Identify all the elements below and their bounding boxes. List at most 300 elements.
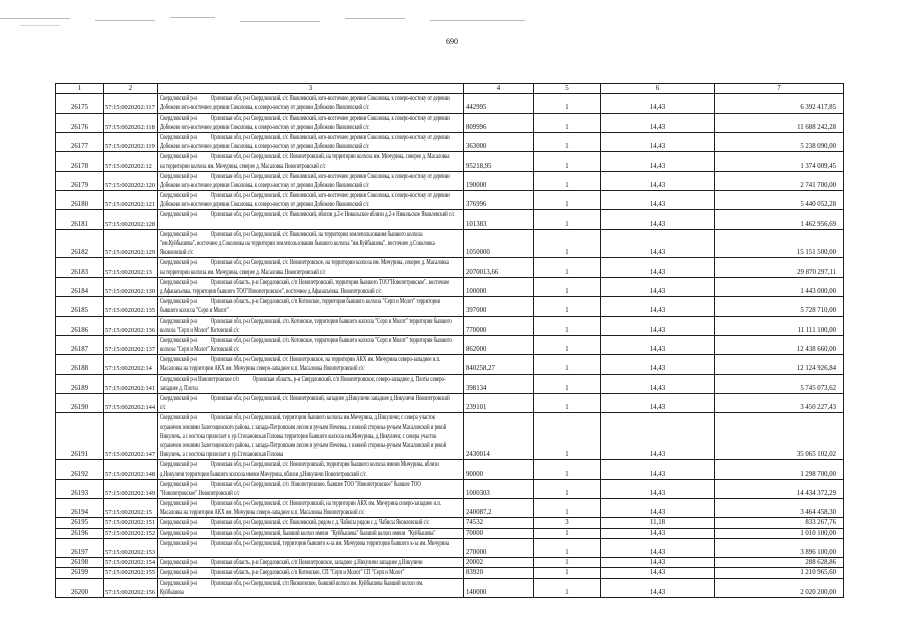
description-line xyxy=(160,345,463,354)
description-text: Масаловка на территории АКХ им. Мичурина северо-западнее н.п. Масаловка Новопетровский с/с xyxy=(160,364,365,373)
cadastral-number-cell: 57:15:0020202:156 xyxy=(104,578,158,597)
table-row xyxy=(56,568,844,578)
description-text: бывшего колхоза "Серп и Молот" xyxy=(160,306,229,315)
rate-cell: 14,43 xyxy=(601,578,715,597)
description-line xyxy=(160,403,463,412)
description-text: Куйбышева xyxy=(160,587,184,596)
description-line xyxy=(160,210,463,219)
rate-cell: 14,43 xyxy=(601,94,715,113)
description-line xyxy=(160,162,463,171)
cadastral-number-cell: 57:15:0020202:141 xyxy=(104,374,158,393)
cadastral-value-cell: 12 124 926,84 xyxy=(715,355,844,374)
table-row xyxy=(56,558,844,568)
rate-cell: 14,43 xyxy=(601,210,715,229)
district-label: Свердловский р-н xyxy=(160,210,197,219)
group-cell: 1 xyxy=(534,113,601,132)
rate-cell: 14,43 xyxy=(601,568,715,578)
cadastral-value-cell: 15 151 500,00 xyxy=(715,229,844,258)
row-number-cell: 26179 xyxy=(56,171,104,190)
district-label: Свердловский р-н xyxy=(160,171,197,180)
area-cell: 90000 xyxy=(464,460,534,479)
location-description-cell xyxy=(158,277,464,296)
row-number-cell: 26175 xyxy=(56,94,104,113)
group-cell: 1 xyxy=(534,355,601,374)
description-text: "им.Куйбышева", восточнее д.Соколовка на территории землепользования бывшего колхоза "им.Куйбышева", восточнее д.Соколовка xyxy=(160,239,435,248)
description-text: Орловская обл, р-н Свердловский, с/с Яковлевский, юго-восточнее деревни Соколовка, к северо-востоку от деревни xyxy=(210,94,450,103)
description-line xyxy=(160,152,463,161)
description-line xyxy=(160,239,463,248)
location-description-cell xyxy=(158,538,464,557)
description-line xyxy=(160,489,463,498)
location-description-cell xyxy=(158,316,464,335)
description-line xyxy=(160,306,463,315)
cadastral-value-cell: 1 298 700,00 xyxy=(715,460,844,479)
description-line xyxy=(160,230,463,239)
blank-line xyxy=(160,220,463,229)
rate-cell: 14,43 xyxy=(601,394,715,413)
description-line xyxy=(160,588,463,597)
table-row xyxy=(56,374,844,393)
cadastral-number-cell: 57:15:0020202:13 xyxy=(104,258,158,277)
cadastral-value-cell: 1 210 965,60 xyxy=(715,568,844,578)
district-label: Свердловский р-н xyxy=(160,94,197,103)
cadastral-number-cell: 57:15:0020202:147 xyxy=(104,413,158,460)
description-text: Орловская обл, р-н Свердловский, с/п. Котовское, территория бывшего колхоза "Серп и Молот" территория бывшего xyxy=(210,335,452,344)
cadastral-number-cell: 57:15:0020202:137 xyxy=(104,335,158,354)
description-text: Орловская обл, р-н Свердловский, бывший колхоз имени "Куйбышева" бывший колхоз имени "Куйбышева" xyxy=(210,528,436,537)
rate-cell: 14,43 xyxy=(601,479,715,498)
rate-cell: 14,43 xyxy=(601,374,715,393)
cadastral-number-cell: 57:15:0020202:129 xyxy=(104,229,158,258)
row-number-cell: 26184 xyxy=(56,277,104,296)
description-text: Орловская обл, р-н Свердловский, с/с Яковлевский, вблизи д.2-е Никольское вблизи д.2-е Никольское Яковлевский с/с xyxy=(210,210,455,219)
description-line xyxy=(160,460,463,469)
area-cell: 240087,2 xyxy=(464,499,534,518)
rate-cell: 14,43 xyxy=(601,413,715,460)
row-number-cell: 26192 xyxy=(56,460,104,479)
cadastral-value-cell: 3 464 458,30 xyxy=(715,499,844,518)
description-line xyxy=(160,470,463,479)
cadastral-value-cell: 5 728 710,00 xyxy=(715,297,844,316)
rate-cell: 14,43 xyxy=(601,538,715,557)
area-cell: 239101 xyxy=(464,394,534,413)
cadastral-number-cell: 57:15:0020202:130 xyxy=(104,277,158,296)
cadastral-value-cell: 5 238 090,00 xyxy=(715,132,844,151)
district-label: Свердловский р-н xyxy=(160,132,197,141)
row-number-cell: 26180 xyxy=(56,191,104,210)
table-row xyxy=(56,578,844,597)
cadastral-value-cell: 833 267,76 xyxy=(715,518,844,528)
description-line xyxy=(160,181,463,190)
district-label: Свердловский р-н xyxy=(160,258,197,267)
description-text: Орловская обл, р-н Свердловский, с/п Яковлевское, бывший колхоз им. Куйбышева бывший колхоз им. xyxy=(210,578,424,587)
rate-cell: 14,43 xyxy=(601,152,715,171)
cadastral-number-cell: 57:15:0020202:144 xyxy=(104,394,158,413)
location-description-cell xyxy=(158,558,464,568)
area-cell: 2070013,66 xyxy=(464,258,534,277)
cadastral-number-cell: 57:15:0020202:15 xyxy=(104,499,158,518)
group-cell: 1 xyxy=(534,558,601,568)
location-description-cell xyxy=(158,210,464,229)
row-number-cell: 26188 xyxy=(56,355,104,374)
cadastral-number-cell: 57:15:0020202:136 xyxy=(104,316,158,335)
district-label: Свердловский р-н xyxy=(160,335,197,344)
column-header-5: 5 xyxy=(534,84,601,94)
description-line xyxy=(160,539,463,548)
description-line xyxy=(160,529,463,538)
group-cell: 1 xyxy=(534,374,601,393)
row-number-cell: 26189 xyxy=(56,374,104,393)
group-cell: 1 xyxy=(534,568,601,578)
rate-cell: 14,43 xyxy=(601,229,715,258)
row-number-cell: 26186 xyxy=(56,316,104,335)
description-line xyxy=(160,326,463,335)
table-row xyxy=(56,277,844,296)
cadastral-value-cell: 29 870 297,11 xyxy=(715,258,844,277)
cadastral-number-cell: 57:15:0020202:118 xyxy=(104,113,158,132)
description-line xyxy=(160,441,463,450)
row-number-cell: 26181 xyxy=(56,210,104,229)
district-label: Свердловский р-н xyxy=(160,558,197,567)
table-row xyxy=(56,538,844,557)
description-line xyxy=(160,375,463,384)
table-row xyxy=(56,479,844,498)
description-text: д.Афанасьевка. территория бывшего ТОО"Новопетровское", восточнее д.Афанасьевка. Новопетровский с/с xyxy=(160,286,382,295)
district-label: Свердловский р-н xyxy=(160,568,197,577)
cadastral-value-cell: 1 443 000,00 xyxy=(715,277,844,296)
area-cell: 83920 xyxy=(464,568,534,578)
cadastral-number-cell: 57:15:0020202:117 xyxy=(104,94,158,113)
description-line xyxy=(160,568,463,577)
cadastral-number-cell: 57:15:0020202:14 xyxy=(104,355,158,374)
blank-line xyxy=(160,548,463,557)
description-text: Орловская обл, р-н Свердловский, с/п Новопетровское, бывшее ТОО "Новопетровское" бывшее ТОО xyxy=(210,479,421,488)
table-row xyxy=(56,113,844,132)
rate-cell: 14,43 xyxy=(601,297,715,316)
table-row xyxy=(56,229,844,258)
district-label: Свердловский р-н xyxy=(160,297,197,306)
group-cell: 1 xyxy=(534,229,601,258)
cadastral-value-cell: 1 374 009,45 xyxy=(715,152,844,171)
row-number-cell: 26199 xyxy=(56,568,104,578)
group-cell: 1 xyxy=(534,394,601,413)
location-description-cell xyxy=(158,171,464,190)
row-number-cell: 26187 xyxy=(56,335,104,354)
cadastral-value-cell: 3 450 227,43 xyxy=(715,394,844,413)
rate-cell: 14,43 xyxy=(601,132,715,151)
district-label: Свердловский р-н xyxy=(160,316,197,325)
description-text: Орловская обл, р-н Свердловский, с/с Яковлевский, на территории землепользования бывшего колхоза xyxy=(210,229,423,238)
cadastral-number-cell: 57:15:0020202:121 xyxy=(104,191,158,210)
description-text: Орловская обл, р-н Свердловский, с/п. Котовское, территория бывшего колхоза "Серп и Молот" территория бывшего xyxy=(210,316,452,325)
location-description-cell xyxy=(158,355,464,374)
description-text: Орловская обл, р-н Свердловский, с/с Яковлевский, юго-восточнее деревни Соколовка, к северо-востоку от деревни xyxy=(210,171,450,180)
group-cell: 1 xyxy=(534,297,601,316)
table-row xyxy=(56,528,844,538)
area-cell: 140000 xyxy=(464,578,534,597)
cadastral-number-cell: 57:15:0020202:148 xyxy=(104,460,158,479)
area-cell: 840258,27 xyxy=(464,355,534,374)
cadastral-value-cell: 3 896 100,00 xyxy=(715,538,844,557)
row-number-cell: 26195 xyxy=(56,518,104,528)
description-line xyxy=(160,499,463,508)
area-cell: 398134 xyxy=(464,374,534,393)
table-row xyxy=(56,518,844,528)
area-cell: 190000 xyxy=(464,171,534,190)
cadastral-number-cell: 57:15:0020202:153 xyxy=(104,538,158,557)
description-text: Орловская область, р-н Свердловский, с/п Котовское, СП "Серп и Молот" СП "Серп и Молот" xyxy=(210,568,405,577)
description-text: Орловская обл, р-н Свердловский, с/с Яковлевский, рядом с д. Чабисы рядом с д. Чабисы Яковлевский с/с xyxy=(210,518,430,527)
table-row xyxy=(56,210,844,229)
group-cell: 1 xyxy=(534,258,601,277)
rate-cell: 14,43 xyxy=(601,499,715,518)
scan-noise xyxy=(0,0,905,40)
cadastral-value-cell: 2 020 200,00 xyxy=(715,578,844,597)
description-text: Добежево юго-восточнее деревни Соколовка, к северо-востоку от деревни Добежево Яковлевский с/с xyxy=(160,103,369,112)
rate-cell: 14,43 xyxy=(601,335,715,354)
group-cell: 1 xyxy=(534,277,601,296)
location-description-cell xyxy=(158,460,464,479)
group-cell: 1 xyxy=(534,499,601,518)
group-cell: 1 xyxy=(534,132,601,151)
description-text: Орловская область, р-н Свердловский, с/п Новопетровский, территория бывшего ТОО"Новопетровское", восточнее xyxy=(210,277,450,286)
area-cell: 20002 xyxy=(464,558,534,568)
area-cell: 270000 xyxy=(464,538,534,557)
rate-cell: 14,43 xyxy=(601,258,715,277)
description-text: Орловская обл, р-н Свердловский, территория бывшего к-за им. Мичурина территория бывшего к-за им. Мичурина xyxy=(210,538,450,547)
cadastral-value-cell: 5 745 073,62 xyxy=(715,374,844,393)
table-row xyxy=(56,316,844,335)
description-text: Орловская область, р-н Свердловский, с/п Котовское, территория бывшего колхоза "Серп и Молот" территория xyxy=(210,297,440,306)
group-cell: 3 xyxy=(534,518,601,528)
group-cell: 1 xyxy=(534,413,601,460)
description-line xyxy=(160,258,463,267)
rate-cell: 14,43 xyxy=(601,355,715,374)
description-line xyxy=(160,355,463,364)
district-label: Свердловский р-н xyxy=(160,355,197,364)
column-header-7: 7 xyxy=(715,84,844,94)
description-text: "Новопетровское" Новопетровский с/с xyxy=(160,488,240,497)
area-cell: 862000 xyxy=(464,335,534,354)
district-label: Свердловский р-н xyxy=(160,152,197,161)
rate-cell: 14,43 xyxy=(601,277,715,296)
column-header-4: 4 xyxy=(464,84,534,94)
location-description-cell xyxy=(158,113,464,132)
rate-cell: 14,43 xyxy=(601,316,715,335)
table-row xyxy=(56,171,844,190)
description-line xyxy=(160,278,463,287)
rate-cell: 14,43 xyxy=(601,528,715,538)
description-text: Орловская обл, р-н Свердловский, с/с Новопетровский, территория бывшего колхоза имени Мичурина, вблизи xyxy=(210,460,439,469)
district-label: Свердловский р-н xyxy=(160,229,197,238)
description-line xyxy=(160,579,463,588)
cadastral-number-cell: 57:15:0020202:151 xyxy=(104,518,158,528)
cadastral-value-table xyxy=(55,83,844,598)
description-line xyxy=(160,200,463,209)
description-line xyxy=(160,384,463,393)
description-line xyxy=(160,518,463,527)
location-description-cell xyxy=(158,528,464,538)
row-number-cell: 26190 xyxy=(56,394,104,413)
group-cell: 1 xyxy=(534,578,601,597)
area-cell: 1000303 xyxy=(464,479,534,498)
description-text: колхоза "Серп и Молот" Котовский с/с xyxy=(160,325,240,334)
description-line xyxy=(160,287,463,296)
row-number-cell: 26200 xyxy=(56,578,104,597)
district-label: Свердловский р-н xyxy=(160,394,197,403)
location-description-cell xyxy=(158,132,464,151)
cadastral-value-cell: 35 065 102,02 xyxy=(715,413,844,460)
description-line xyxy=(160,394,463,403)
description-text: на территории колхоза им. Мичурина, северее д. Масаловка Новопетровский с/с xyxy=(160,161,326,170)
location-description-cell xyxy=(158,94,464,113)
description-text: Масаловка на территории АКХ им. Мичурина северо-западнее н.п. Масаловка Новопетровский с/с xyxy=(160,508,365,517)
cadastral-number-cell: 57:15:0020202:119 xyxy=(104,132,158,151)
description-text: ограничен землями Залегощенского района, с запада-Петровским лесом и ручьем Ночевка, с южной стороны-ручьем Масаловской и рекой xyxy=(160,440,447,449)
description-text: Орловская обл, р-н Свердловский, с/с Новопетровский, на территории колхоза им. Мичурина, северее д. Масаловка xyxy=(210,152,450,161)
location-description-cell xyxy=(158,499,464,518)
description-line xyxy=(160,317,463,326)
description-text: Орловская обл, р-н Свердловский, с/с Яковлевский, юго-восточнее деревни Соколовка, к северо-востоку от деревни xyxy=(210,132,450,141)
area-cell: 809996 xyxy=(464,113,534,132)
column-header-1: 1 xyxy=(56,84,104,94)
table-row xyxy=(56,258,844,277)
description-text: Орловская область, р-н Свердловский, с/п Новопетровское, северо-западнее д. Плоты северо- xyxy=(252,374,446,383)
district-label: Свердловский р-н xyxy=(160,518,197,527)
column-header-3: 3 xyxy=(158,84,464,94)
district-label: Свердловский р-н xyxy=(160,528,197,537)
rate-cell: 14,43 xyxy=(601,113,715,132)
description-line xyxy=(160,364,463,373)
description-line xyxy=(160,413,463,422)
description-text: Добежево юго-восточнее деревни Соколовка, к северо-востоку от деревни Добежево Яковлевский с/с xyxy=(160,200,369,209)
area-cell: 1050000 xyxy=(464,229,534,258)
table-row xyxy=(56,297,844,316)
location-description-cell xyxy=(158,578,464,597)
area-cell: 442995 xyxy=(464,94,534,113)
location-description-cell xyxy=(158,568,464,578)
cadastral-number-cell: 57:15:0020202:152 xyxy=(104,528,158,538)
row-number-cell: 26176 xyxy=(56,113,104,132)
area-cell: 770000 xyxy=(464,316,534,335)
district-label: Свердловский р-н xyxy=(160,460,197,469)
description-line xyxy=(160,508,463,517)
table-row xyxy=(56,152,844,171)
table-row xyxy=(56,132,844,151)
rate-cell: 14,43 xyxy=(601,460,715,479)
rate-cell: 14,43 xyxy=(601,191,715,210)
district-label: Свердловский р-н xyxy=(160,413,197,422)
location-description-cell xyxy=(158,335,464,354)
description-text: Орловская обл, р-н Свердловский, с/с Новопетровский, на территории АКХ им. Мичурина северо-западнее н.п. xyxy=(210,499,442,508)
group-cell: 1 xyxy=(534,460,601,479)
description-line xyxy=(160,114,463,123)
description-text: с/с xyxy=(160,403,166,412)
table-row xyxy=(56,394,844,413)
cadastral-value-cell: 1 010 100,00 xyxy=(715,528,844,538)
location-description-cell xyxy=(158,229,464,258)
district-label: Свердловский р-н xyxy=(160,113,197,122)
description-line xyxy=(160,336,463,345)
cadastral-number-cell: 57:15:0020202:128 xyxy=(104,210,158,229)
description-text: Орловская область, р-н Свердловский, с/п Новопетровское, западнее д.Никуличи западнее д.Никуличи xyxy=(210,558,423,567)
table-row xyxy=(56,94,844,113)
row-number-cell: 26177 xyxy=(56,132,104,151)
area-cell: 100000 xyxy=(464,277,534,296)
rate-cell: 11,18 xyxy=(601,518,715,528)
description-text: западнее д. Плоты xyxy=(160,383,198,392)
group-cell: 1 xyxy=(534,152,601,171)
location-description-cell xyxy=(158,374,464,393)
description-line xyxy=(160,248,463,257)
description-line xyxy=(160,123,463,132)
area-cell: 2430014 xyxy=(464,413,534,460)
location-description-cell xyxy=(158,518,464,528)
description-text: Добежево юго-восточнее деревни Соколовка, к северо-востоку от деревни Добежево Яковлевский с/с xyxy=(160,122,369,131)
cadastral-value-cell: 6 392 417,85 xyxy=(715,94,844,113)
row-number-cell: 26178 xyxy=(56,152,104,171)
cadastral-number-cell: 57:15:0020202:155 xyxy=(104,568,158,578)
cadastral-value-cell: 288 628,86 xyxy=(715,558,844,568)
description-text: на территории колхоза им. Мичурина, северее д. Масаловка Новопетровский с/с xyxy=(160,267,326,276)
description-line xyxy=(160,558,463,567)
group-cell: 1 xyxy=(534,94,601,113)
description-line xyxy=(160,103,463,112)
group-cell: 1 xyxy=(534,191,601,210)
description-text: Орловская обл, р-н Свердловский, территории бывшего колхоза им.Мичурина, д.Никуличи; с севера участок xyxy=(210,413,435,422)
column-header-2: 2 xyxy=(104,84,158,94)
description-text: Орловская обл, р-н Свердловский, с/с Яковлевский, юго-восточнее деревни Соколовка, к северо-востоку от деревни xyxy=(210,113,450,122)
row-number-cell: 26185 xyxy=(56,297,104,316)
rate-cell: 14,43 xyxy=(601,171,715,190)
district-label: Свердловский р-н xyxy=(160,191,197,200)
cadastral-value-cell: 2 741 700,00 xyxy=(715,171,844,190)
rate-cell: 14,43 xyxy=(601,558,715,568)
area-cell: 70000 xyxy=(464,528,534,538)
group-cell: 1 xyxy=(534,316,601,335)
district-label: Свердловский р-н xyxy=(160,499,197,508)
group-cell: 1 xyxy=(534,528,601,538)
description-line xyxy=(160,133,463,142)
cadastral-number-cell: 57:15:0020202:154 xyxy=(104,558,158,568)
description-line xyxy=(160,450,463,459)
area-cell: 397000 xyxy=(464,297,534,316)
row-number-cell: 26182 xyxy=(56,229,104,258)
group-cell: 1 xyxy=(534,210,601,229)
group-cell: 1 xyxy=(534,479,601,498)
description-text: колхоза "Серп и Молот" Котовский с/с xyxy=(160,345,240,354)
description-line xyxy=(160,142,463,151)
description-line xyxy=(160,268,463,277)
header-row xyxy=(56,84,844,94)
description-text: Орловская обл, р-н Свердловский, с/с Яковлевский, юго-восточнее деревни Соколовка, к северо-востоку от деревни xyxy=(210,191,450,200)
table-row xyxy=(56,191,844,210)
row-number-cell: 26193 xyxy=(56,479,104,498)
location-description-cell xyxy=(158,191,464,210)
cadastral-number-cell: 57:15:0020202:135 xyxy=(104,297,158,316)
description-text: ограничен землями Залегощенского района, с запада-Петровским лесом и ручьем Ночевка, с южной стороны-ручьем Масаловской и рекой xyxy=(160,422,447,431)
district-label: Свердловский р-н xyxy=(160,578,197,587)
area-cell: 74532 xyxy=(464,518,534,528)
cadastral-value-cell: 11 688 242,28 xyxy=(715,113,844,132)
description-text: д.Никуличи территория бывшего колхоза имени Мичурина, вблизи д.Никуличи Новопетровский с/с xyxy=(160,469,366,478)
table-row xyxy=(56,460,844,479)
district-label: Свердловский р-н xyxy=(160,277,197,286)
description-line xyxy=(160,423,463,432)
description-text: Орловская обл, р-н Свердловский, с/с Новопетровское, на территории АКХ им. Мичурина северо-западнее н.п. xyxy=(210,355,441,364)
cadastral-value-cell: 14 434 372,29 xyxy=(715,479,844,498)
cadastral-number-cell: 57:15:0020202:120 xyxy=(104,171,158,190)
